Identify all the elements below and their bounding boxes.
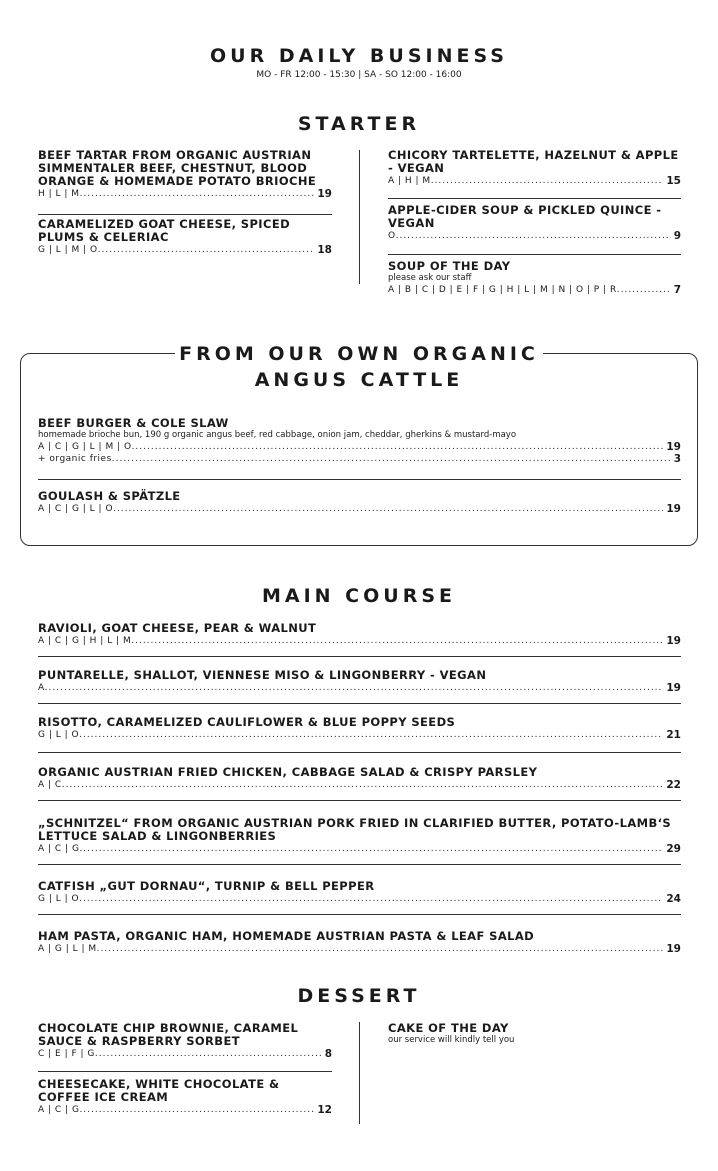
dessert-divider xyxy=(359,1022,360,1124)
item-allergens: A | H | M xyxy=(388,176,431,186)
divider xyxy=(38,703,681,704)
menu-item xyxy=(388,204,681,242)
menu-item xyxy=(38,817,681,855)
menu-item xyxy=(38,880,681,905)
menu-item xyxy=(38,766,681,791)
item-name: BEEF BURGER & COLE SLAW xyxy=(38,416,229,430)
item-price: 19 xyxy=(666,503,681,515)
divider xyxy=(38,864,681,865)
item-price: 29 xyxy=(666,843,681,855)
menu-item xyxy=(38,716,681,741)
item-allergens: A | B | C | D | E | F | G | H | L | M | N | O | P | R xyxy=(388,285,617,295)
menu-item xyxy=(38,490,681,515)
item-price: 19 xyxy=(317,188,332,200)
angus-heading-line2: ANGUS CATTLE xyxy=(254,369,464,391)
angus-heading-line1: FROM OUR OWN ORGANIC xyxy=(175,341,543,367)
menu-item xyxy=(38,930,681,955)
item-name: CATFISH „GUT DORNAU“, TURNIP & BELL PEPPER xyxy=(38,879,375,893)
divider xyxy=(38,914,681,915)
starter-divider xyxy=(359,150,360,284)
item-price: 8 xyxy=(324,1048,332,1060)
item-allergens: C | E | F | G xyxy=(38,1049,95,1059)
item-allergens: A | C | G xyxy=(38,844,80,854)
menu-item xyxy=(38,1022,332,1060)
item-price: 24 xyxy=(666,893,681,905)
item-price: 19 xyxy=(666,682,681,694)
item-name: APPLE-CIDER SOUP & PICKLED QUINCE - VEGAN xyxy=(388,203,662,230)
item-price: 22 xyxy=(666,779,681,791)
item-allergens: O xyxy=(388,231,396,241)
item-allergens: G | L | O xyxy=(38,894,80,904)
item-price: 19 xyxy=(666,943,681,955)
extra-price: 3 xyxy=(673,453,681,465)
divider xyxy=(38,1071,332,1072)
divider xyxy=(388,198,681,199)
item-name: ORGANIC AUSTRIAN FRIED CHICKEN, CABBAGE SALAD & CRISPY PARSLEY xyxy=(38,765,538,779)
item-price: 19 xyxy=(666,635,681,647)
divider xyxy=(388,254,681,255)
menu-item xyxy=(38,622,681,647)
item-allergens: A xyxy=(38,683,45,693)
item-price: 18 xyxy=(317,244,332,256)
item-name: CHEESECAKE, WHITE CHOCOLATE & COFFEE ICE CREAM xyxy=(38,1077,280,1104)
item-name: CHICORY TARTELETTE, HAZELNUT & APPLE - VEGAN xyxy=(388,148,679,175)
item-name: GOULASH & SPÄTZLE xyxy=(38,489,181,503)
item-name: BEEF TARTAR FROM ORGANIC AUSTRIAN SIMMENTALER BEEF, CHESTNUT, BLOOD ORANGE & HOMEMADE POTATO BRIOCHE xyxy=(38,148,317,188)
item-price: 12 xyxy=(317,1104,332,1116)
divider xyxy=(38,479,681,480)
item-note: homemade brioche bun, 190 g organic angus beef, red cabbage, onion jam, cheddar, gherkins & mustard-mayo xyxy=(38,430,517,440)
item-note: our service will kindly tell you xyxy=(388,1035,515,1045)
item-price: 7 xyxy=(673,284,681,296)
item-name: CHOCOLATE CHIP BROWNIE, CARAMEL SAUCE & RASPBERRY SORBET xyxy=(38,1021,299,1048)
item-name: „SCHNITZEL“ FROM ORGANIC AUSTRIAN PORK FRIED IN CLARIFIED BUTTER, POTATO-LAMB‘S LETTUCE SALAD & LINGONBERRIES xyxy=(38,816,672,843)
item-name: CARAMELIZED GOAT CHEESE, SPICED PLUMS & CELERIAC xyxy=(38,217,291,244)
item-price: 21 xyxy=(666,729,681,741)
divider xyxy=(38,214,332,215)
menu-item xyxy=(38,218,332,256)
item-allergens: A | G | L | M xyxy=(38,944,97,954)
item-price: 15 xyxy=(666,175,681,187)
opening-hours: MO - FR 12:00 - 15:30 | SA - SO 12:00 - 16:00 xyxy=(256,70,462,80)
item-allergens: A | C | G | L | O xyxy=(38,504,114,514)
item-name: PUNTARELLE, SHALLOT, VIENNESE MISO & LINGONBERRY - VEGAN xyxy=(38,668,487,682)
item-price: 9 xyxy=(673,230,681,242)
item-allergens: G | L | O xyxy=(38,730,80,740)
page-title: OUR DAILY BUSINESS xyxy=(210,45,508,67)
item-name: RISOTTO, CARAMELIZED CAULIFLOWER & BLUE POPPY SEEDS xyxy=(38,715,456,729)
menu-item xyxy=(38,1078,332,1116)
item-allergens: H | L | M xyxy=(38,189,80,199)
main-course-heading: MAIN COURSE xyxy=(261,585,456,607)
item-allergens: G | L | M | O xyxy=(38,245,98,255)
divider xyxy=(38,656,681,657)
divider xyxy=(38,800,681,801)
item-allergens: A | C | G | H | L | M xyxy=(38,636,132,646)
extra-label: + organic fries xyxy=(38,454,112,464)
menu-item xyxy=(388,260,681,296)
item-name: SOUP OF THE DAY xyxy=(388,259,511,273)
menu-item xyxy=(388,1022,681,1046)
item-allergens: A | C xyxy=(38,780,62,790)
item-name: CAKE OF THE DAY xyxy=(388,1021,509,1035)
item-price: 19 xyxy=(666,441,681,453)
menu-item xyxy=(38,417,681,465)
menu-item xyxy=(388,149,681,187)
item-name: HAM PASTA, ORGANIC HAM, HOMEMADE AUSTRIAN PASTA & LEAF SALAD xyxy=(38,929,535,943)
item-name: RAVIOLI, GOAT CHEESE, PEAR & WALNUT xyxy=(38,621,317,635)
menu-item xyxy=(38,669,681,694)
item-allergens: A | C | G xyxy=(38,1105,80,1115)
starter-heading: STARTER xyxy=(297,113,421,135)
menu-item xyxy=(38,149,332,200)
divider xyxy=(38,752,681,753)
dessert-heading: DESSERT xyxy=(297,985,421,1007)
item-allergens: A | C | G | L | M | O xyxy=(38,442,132,452)
item-note: please ask our staff xyxy=(388,273,472,283)
